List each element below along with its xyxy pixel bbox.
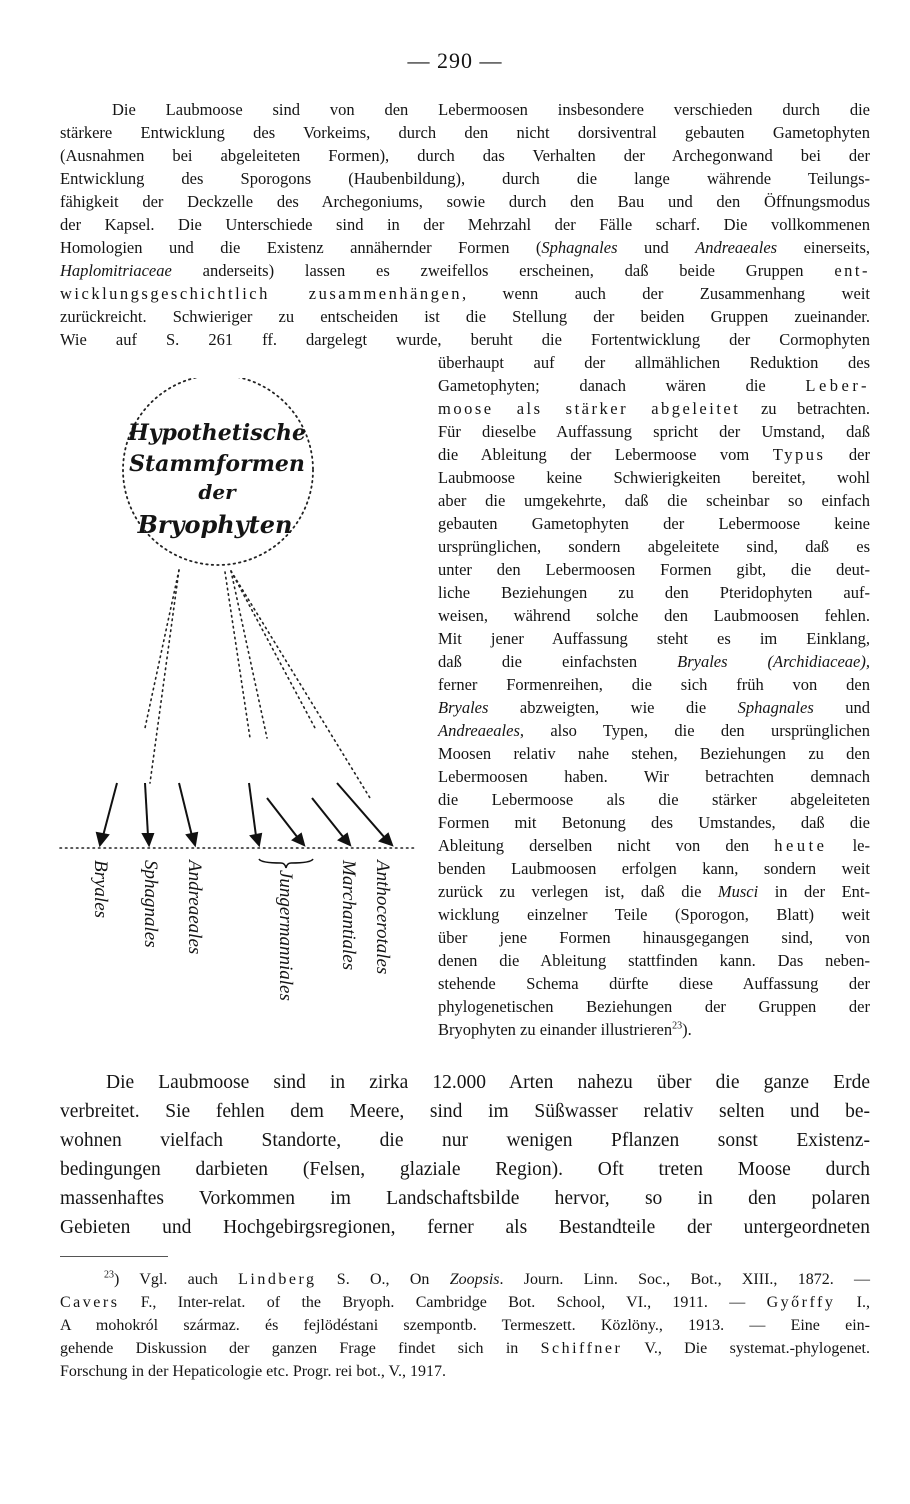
dotted-branches	[145, 570, 370, 798]
text-line: Moosen relativ nahe stehen, Beziehungen zu den	[438, 744, 870, 763]
text-line: Für dieselbe Auffassung spricht der Umstand, daß	[438, 422, 870, 441]
text-line: Laubmoose keine Schwierigkeiten bereitet, wohl	[438, 468, 870, 487]
text-line: Die Laubmoose sind von den Lebermoosen insbesondere verschieden durch die	[112, 100, 870, 119]
taxon-label-marchantiales: Marchantiales	[338, 860, 359, 971]
text-line: ferner Formenreihen, die sich früh von den	[438, 675, 870, 694]
text-line: Bryales abzweigten, wie die Sphagnales und	[438, 698, 871, 717]
taxon-label-bryales: Bryales	[90, 860, 111, 919]
taxon-label-anthocerotales: Anthocerotales	[372, 860, 393, 975]
text-line: Andreaeales, also Typen, die den ursprünglichen	[438, 721, 870, 740]
text-line: weisen, während solche den Laubmoosen fehlen.	[438, 606, 870, 625]
text-line: der Kapsel. Die Unterschiede sind in der Mehrzahl der Fälle scharf. Die vollkommenen	[60, 215, 870, 234]
text-line: stehende Schema dürfte diese Auffassung der	[438, 974, 870, 993]
footnote-line: gehende Diskussion der ganzen Frage findet sich in Schiffner V., Die systemat.-phylogenet.	[60, 1340, 871, 1357]
text-line: (Ausnahmen bei abgeleiteten Formen), durch das Verhalten der Archegonwand bei der	[60, 146, 870, 165]
text-line: zurück zu verlegen ist, daß die Musci in der Ent-	[438, 882, 870, 901]
footnote-line: $^{23}$) Vgl. auch Lindberg S. O., On Zoopsis. Journ. Linn. Soc., Bot., XIII., 1872. —	[104, 1269, 871, 1288]
text-line: stärkere Entwicklung des Vorkeims, durch den nicht dorsiventral gebauten Gametophyten	[60, 123, 870, 142]
text-line: die Lebermoose als die stärker abgeleiteten	[438, 790, 870, 809]
text-line: daß die einfachsten Bryales (Archidiaceae),	[438, 652, 870, 671]
text-line: verbreitet. Sie fehlen dem Meere, sind im Süßwasser relativ selten und be-	[60, 1101, 870, 1122]
text-line: gebauten Gametophyten der Lebermoose keine	[438, 514, 870, 533]
text-line: Entwicklung des Sporogons (Haubenbildung), durch die lange währende Teilungs-	[60, 169, 870, 188]
text-line: wicklungsgeschichtlich zusammenhängen, wenn auch der Zusammenhang weit	[60, 284, 870, 303]
footnote-line: A mohokról származ. és fejlödéstani szempontb. Termeszett. Közlöny., 1913. — Eine ein-	[60, 1317, 870, 1334]
text-line: Ableitung derselben nicht von den heute le-	[438, 836, 870, 855]
bryophyte-phylogeny-diagram	[55, 378, 435, 1043]
text-line: überhaupt auf der allmählichen Reduktion des	[438, 353, 870, 372]
text-line: Mit jener Auffassung steht es im Einklang,	[438, 629, 870, 648]
text-line: Lebermoosen haben. Wir betrachten demnach	[438, 767, 870, 786]
text-line: bedingungen darbieten (Felsen, glaziale Region). Oft treten Moose durch	[60, 1159, 870, 1180]
page-number: — 290 —	[407, 48, 503, 73]
text-line: Homologien und die Existenz annähernder Formen (Sphagnales und Andreaeales einerseits,	[60, 238, 871, 257]
text-line: aber die umgekehrte, daß die scheinbar so einfach	[438, 491, 870, 510]
text-line: fähigkeit der Deckzelle des Archegoniums, sowie durch den Bau und den Öffnungsmodus	[60, 192, 870, 211]
text-line: benden Laubmoosen erfolgen kann, sondern weit	[438, 859, 870, 878]
text-line: wicklung einzelner Teile (Sporogon, Blatt) weit	[438, 905, 870, 924]
diagram-title-line: Hypothetische	[127, 420, 307, 446]
footnote-line: Forschung in der Hepaticologie etc. Progr. rei bot., V., 1917.	[60, 1363, 447, 1380]
diagram-title-line: Bryophyten	[137, 510, 293, 539]
text-line: Gametophyten; danach wären die Leber-	[438, 376, 870, 395]
text-line: unter den Lebermoosen Formen gibt, die deut-	[438, 560, 870, 579]
text-line: über jene Formen hinausgegangen sind, von	[438, 928, 870, 947]
text-line: liche Beziehungen zu den Pteridophyten auf-	[438, 583, 870, 602]
taxon-label-andreaeales: Andreaeales	[184, 860, 205, 955]
text-line: Bryophyten zu einander illustrieren$^{23}$).	[438, 1020, 692, 1039]
text-line: Haplomitriaceae anderseits) lassen es zweifellos erscheinen, daß beide Gruppen ent-	[60, 261, 870, 280]
text-line: Die Laubmoose sind in zirka 12.000 Arten nahezu über die ganze Erde	[106, 1072, 870, 1093]
text-line: die Ableitung der Lebermoose vom Typus der	[438, 445, 870, 464]
text-line: Formen mit Betonung des Umstandes, daß die	[438, 813, 870, 832]
text-line: massenhaftes Vorkommen im Landschaftsbilde hervor, so in den polaren	[60, 1188, 870, 1209]
solid-arrows	[97, 783, 392, 845]
taxon-label-jungermanniales: Jungermanniales	[275, 870, 296, 1001]
text-line: ursprünglichen, sondern abgeleitete sind, daß es	[438, 537, 870, 556]
text-line: denen die Ableitung stattfinden kann. Das neben-	[438, 951, 870, 970]
taxon-label-sphagnales: Sphagnales	[140, 860, 161, 948]
footnote-line: Cavers F., Inter-relat. of the Bryoph. Cambridge Bot. School, VI., 1911. — Győrffy I.,	[60, 1294, 871, 1311]
text-line: moose als stärker abgeleitet zu betrachten.	[438, 399, 870, 418]
text-line: phylogenetischen Beziehungen der Gruppen der	[438, 997, 870, 1016]
diagram-title-line: Stammformen	[129, 451, 305, 477]
diagram-title-line: der	[198, 480, 236, 504]
footnote-separator	[60, 1256, 168, 1257]
text-line: Gebieten und Hochgebirgsregionen, ferner als Bestandteile der untergeordneten	[60, 1217, 870, 1238]
text-line: zurückreicht. Schwieriger zu entscheiden ist die Stellung der beiden Gruppen zueinander.	[60, 307, 870, 326]
group-brace	[259, 859, 313, 868]
text-line: wohnen vielfach Standorte, die nur wenigen Pflanzen sonst Existenz-	[60, 1130, 870, 1151]
text-line: Wie auf S. 261 ff. dargelegt wurde, beruht die Fortentwicklung der Cormophyten	[60, 330, 870, 349]
